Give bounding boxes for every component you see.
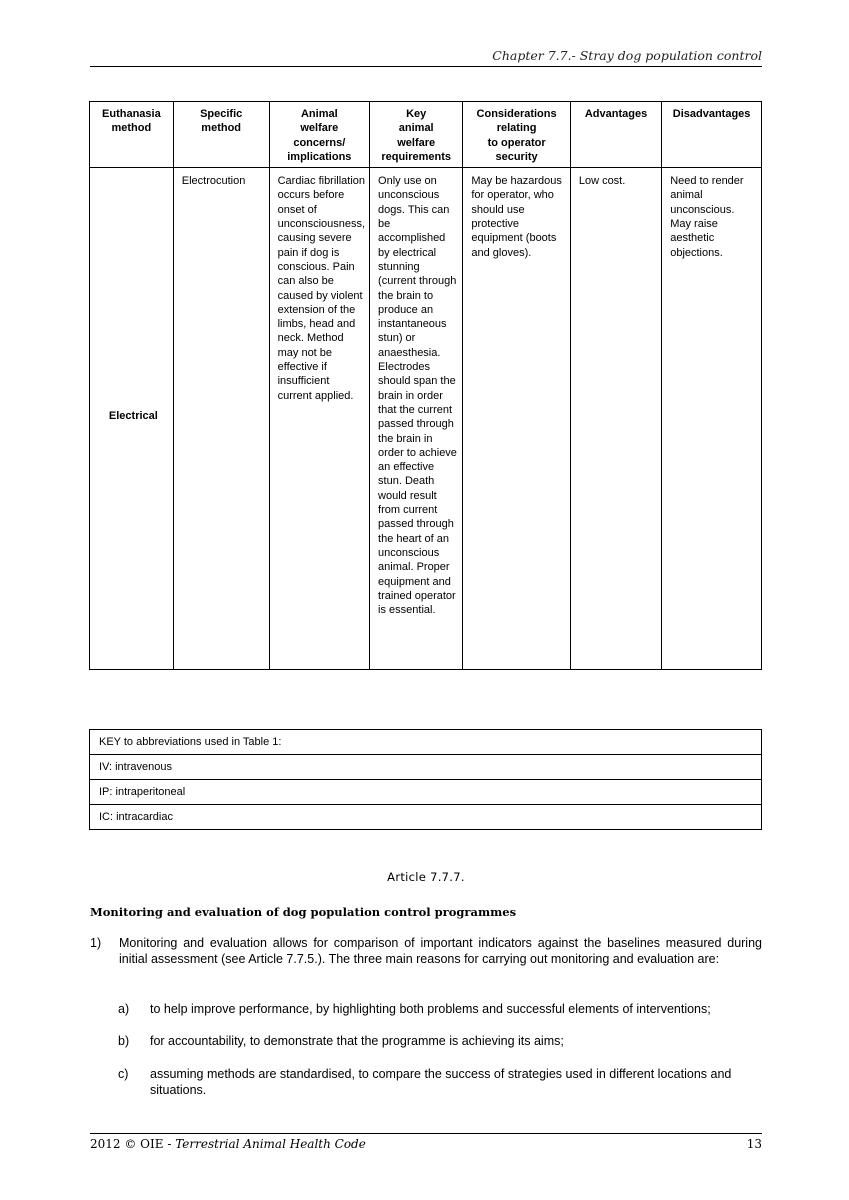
page-number: 13 (746, 1137, 762, 1151)
list-item-marker: b) (118, 1034, 130, 1048)
list-item (118, 1034, 762, 1050)
col-header-specific-method: Specific method (173, 102, 269, 168)
numbered-paragraph (90, 936, 762, 967)
col-header-welfare-concerns: Animal welfare concerns/ implications (269, 102, 369, 168)
cell-welfare-requirements: Only use on unconscious dogs. This can be accomplished by electrical stunning (current through the brain to produce an instantaneous stun) or anaesthesia. Electrodes should span the brain in order that the current passed through the brain in order to achieve an effective stun. Death would result from current passed through the heart of an unconscious animal. Proper equipment and trained operator is essential. (370, 168, 463, 670)
col-header-operator-security: Considerations relating to operator security (463, 102, 570, 168)
list-item (118, 1002, 762, 1018)
list-item-text: to help improve performance, by highlighting both problems and successful elements of interventions; (150, 1002, 711, 1016)
table-header-row (90, 102, 762, 168)
running-header: Chapter 7.7.- Stray dog population control (492, 48, 762, 63)
list-item-marker: c) (118, 1067, 129, 1081)
key-item: IP: intraperitoneal (90, 780, 762, 805)
cell-euthanasia-method: Electrical (90, 168, 174, 670)
header-rule (90, 66, 762, 67)
article-label: Article 7.7.7. (387, 870, 465, 884)
abbreviation-key-table (89, 729, 762, 830)
paragraph-text: Monitoring and evaluation allows for comparison of important indicators against the baselines measured during initial assessment (see Article 7.7.5.). The three main reasons for carrying out monitoring and evaluation are: (119, 936, 762, 966)
cell-specific-method: Electrocution (173, 168, 269, 670)
footer-copyright: 2012 © OIE - (90, 1137, 176, 1151)
cell-advantages: Low cost. (570, 168, 661, 670)
col-header-euthanasia-method: Euthanasia method (90, 102, 174, 168)
list-item (118, 1067, 762, 1098)
section-heading: Monitoring and evaluation of dog population control programmes (90, 905, 517, 919)
key-item: IV: intravenous (90, 755, 762, 780)
footer-source (90, 1137, 366, 1151)
list-item-marker: a) (118, 1002, 130, 1016)
list-item-text: assuming methods are standardised, to compare the success of strategies used in different locations and situations. (150, 1067, 732, 1097)
col-header-welfare-requirements: Key animal welfare requirements (370, 102, 463, 168)
cell-operator-security: May be hazardous for operator, who should use protective equipment (boots and gloves). (463, 168, 570, 670)
list-item-text: for accountability, to demonstrate that the programme is achieving its aims; (150, 1034, 564, 1048)
footer-rule (90, 1133, 762, 1134)
col-header-disadvantages: Disadvantages (662, 102, 762, 168)
footer-code-title: Terrestrial Animal Health Code (175, 1137, 366, 1151)
cell-welfare-concerns: Cardiac fibrillation occurs before onset of unconsciousness, causing severe pain if dog is conscious. Pain can also be caused by violent extension of the limbs, head and neck. Method may not be effective if insufficient current applied. (269, 168, 369, 670)
paragraph-number: 1) (90, 936, 102, 950)
key-title: KEY to abbreviations used in Table 1: (90, 730, 762, 755)
euthanasia-table (89, 101, 762, 670)
key-item: IC: intracardiac (90, 805, 762, 830)
cell-disadvantages: Need to render animal unconscious. May raise aesthetic objections. (662, 168, 762, 670)
table-row (90, 168, 762, 670)
col-header-advantages: Advantages (570, 102, 661, 168)
